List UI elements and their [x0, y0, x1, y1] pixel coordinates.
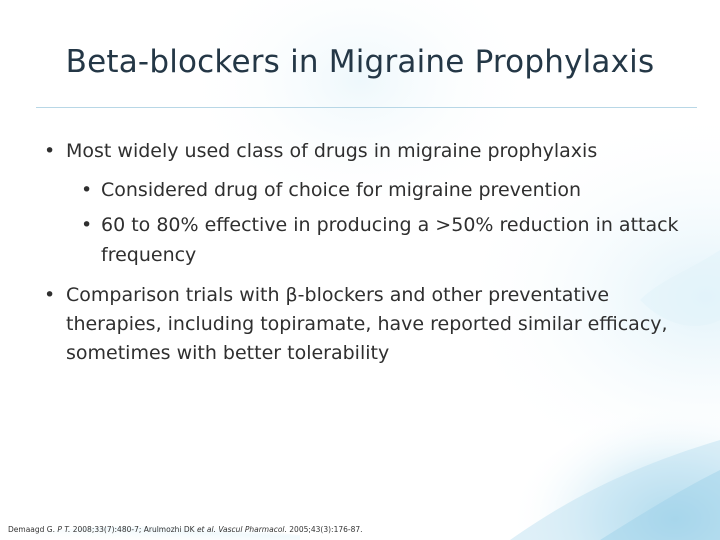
ref-details-2: 2005;43(3):176-87.: [286, 525, 363, 534]
ref-etal: et al.: [196, 525, 216, 534]
bullet-text-line-1: 60 to 80% effective in producing a >50% reduction in attack: [101, 214, 679, 236]
bullet-icon: •: [81, 214, 93, 236]
bullet-text-line-1: Comparison trials with β-blockers and other preventative: [66, 284, 610, 306]
bullet-item-2: [44, 281, 684, 368]
sub-bullet-item-1: [81, 176, 681, 205]
bullet-item-1: [44, 137, 664, 166]
slide-title: Beta-blockers in Migraine Prophylaxis: [65, 44, 655, 80]
ref-author-1: Demaagd G.: [8, 525, 58, 534]
bullet-text: Most widely used class of drugs in migraine prophylaxis: [66, 140, 598, 162]
sub-bullet-item-2: [81, 211, 684, 270]
bullet-icon: •: [44, 140, 56, 162]
reference-footnote: [8, 525, 698, 535]
bullet-text: Considered drug of choice for migraine prevention: [101, 179, 582, 201]
bullet-icon: •: [81, 179, 93, 201]
bullet-text-line-2: therapies, including topiramate, have reported similar efficacy,: [66, 313, 668, 335]
ref-details-1: 2008;33(7):480-7; Arulmozhi DK: [70, 525, 197, 534]
bullet-icon: •: [44, 284, 56, 306]
ref-journal-2: Vascul Pharmacol.: [218, 525, 287, 534]
ref-journal-1: P T.: [57, 525, 71, 534]
bullet-text-line-3: sometimes with better tolerability: [66, 342, 390, 364]
bullet-text-line-2: frequency: [101, 244, 197, 266]
